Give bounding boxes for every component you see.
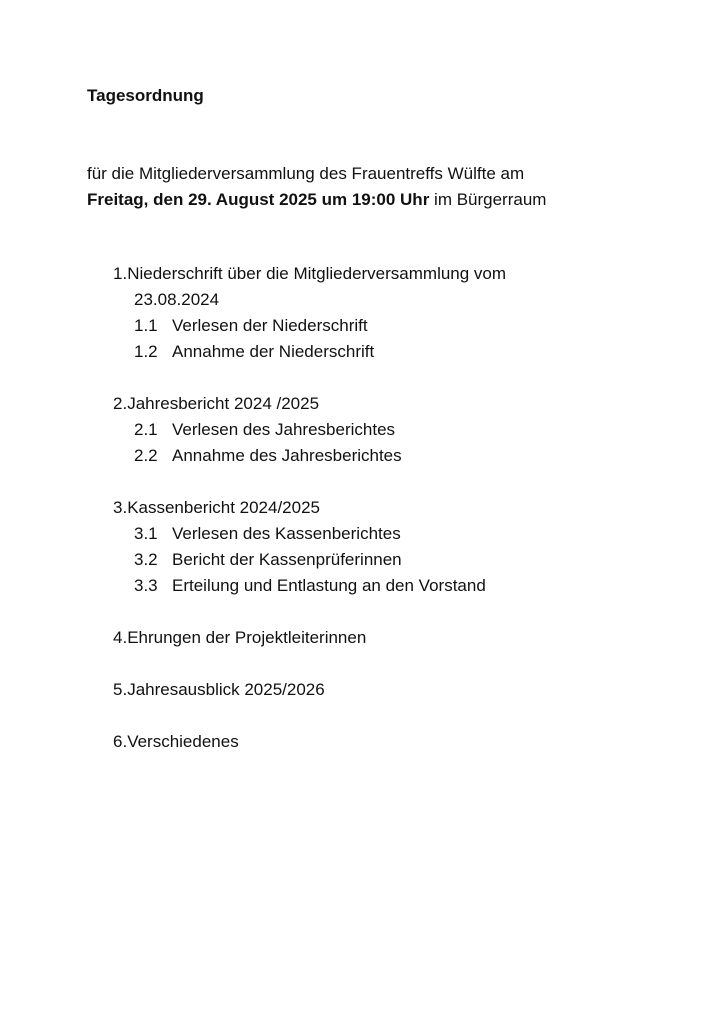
agenda-item-heading <box>113 625 506 651</box>
sub-item-number: 3.3 <box>134 576 158 595</box>
agenda-item-heading <box>113 677 506 703</box>
agenda-item-text: Verschiedenes <box>127 732 239 751</box>
sub-item-number: 2.1 <box>134 420 158 439</box>
agenda-sub-item <box>134 547 506 573</box>
intro-paragraph <box>87 161 546 213</box>
sub-item-text: Erteilung und Entlastung an den Vorstand <box>172 576 486 595</box>
agenda-item-text: Kassenbericht 2024/2025 <box>127 498 320 517</box>
sub-item-number: 3.2 <box>134 550 158 569</box>
agenda-sub-item <box>134 417 506 443</box>
agenda-item-1 <box>113 261 506 365</box>
agenda-item-heading <box>113 495 506 521</box>
agenda-item-2 <box>113 391 506 469</box>
sub-item-number: 3.1 <box>134 524 158 543</box>
agenda-item-number: 1. <box>113 264 128 283</box>
agenda-item-number: 5. <box>113 680 128 699</box>
agenda-item-heading <box>113 391 506 417</box>
page-title: Tagesordnung <box>87 86 204 105</box>
agenda-item-5 <box>113 677 506 703</box>
agenda-sub-item <box>134 521 506 547</box>
meeting-location: im Bürgerraum <box>429 190 547 209</box>
agenda-list <box>113 261 506 781</box>
sub-item-text: Annahme der Niederschrift <box>172 342 375 361</box>
agenda-sub-item <box>134 443 506 469</box>
agenda-item-heading <box>113 729 506 755</box>
agenda-sub-list <box>113 417 506 469</box>
agenda-item-text-continued: 23.08.2024 <box>134 290 220 309</box>
meeting-date-time: Freitag, den 29. August 2025 um 19:00 Uhr <box>87 190 430 209</box>
agenda-item-text: Ehrungen der Projektleiterinnen <box>127 628 367 647</box>
agenda-item-number: 4. <box>113 628 128 647</box>
intro-line-1: für die Mitgliederversammlung des Frauentreffs Wülfte am <box>87 164 525 183</box>
agenda-item-number: 2. <box>113 394 128 413</box>
agenda-sub-item <box>134 573 506 599</box>
agenda-sub-list <box>113 313 506 365</box>
agenda-sub-item <box>134 339 506 365</box>
agenda-sub-list <box>113 521 506 599</box>
sub-item-text: Verlesen des Kassenberichtes <box>172 524 401 543</box>
sub-item-text: Annahme des Jahresberichtes <box>172 446 402 465</box>
sub-item-text: Verlesen der Niederschrift <box>172 316 368 335</box>
agenda-item-3 <box>113 495 506 599</box>
agenda-item-heading <box>113 261 506 313</box>
sub-item-number: 2.2 <box>134 446 158 465</box>
sub-item-number: 1.2 <box>134 342 158 361</box>
agenda-item-number: 6. <box>113 732 128 751</box>
sub-item-text: Bericht der Kassenprüferinnen <box>172 550 402 569</box>
agenda-item-text: Jahresausblick 2025/2026 <box>127 680 325 699</box>
sub-item-number: 1.1 <box>134 316 158 335</box>
agenda-item-text: Niederschrift über die Mitgliederversammlung vom <box>127 264 507 283</box>
sub-item-text: Verlesen des Jahresberichtes <box>172 420 396 439</box>
agenda-item-text: Jahresbericht 2024 /2025 <box>127 394 320 413</box>
agenda-item-number: 3. <box>113 498 128 517</box>
agenda-item-6 <box>113 729 506 755</box>
agenda-item-4 <box>113 625 506 651</box>
agenda-sub-item <box>134 313 506 339</box>
